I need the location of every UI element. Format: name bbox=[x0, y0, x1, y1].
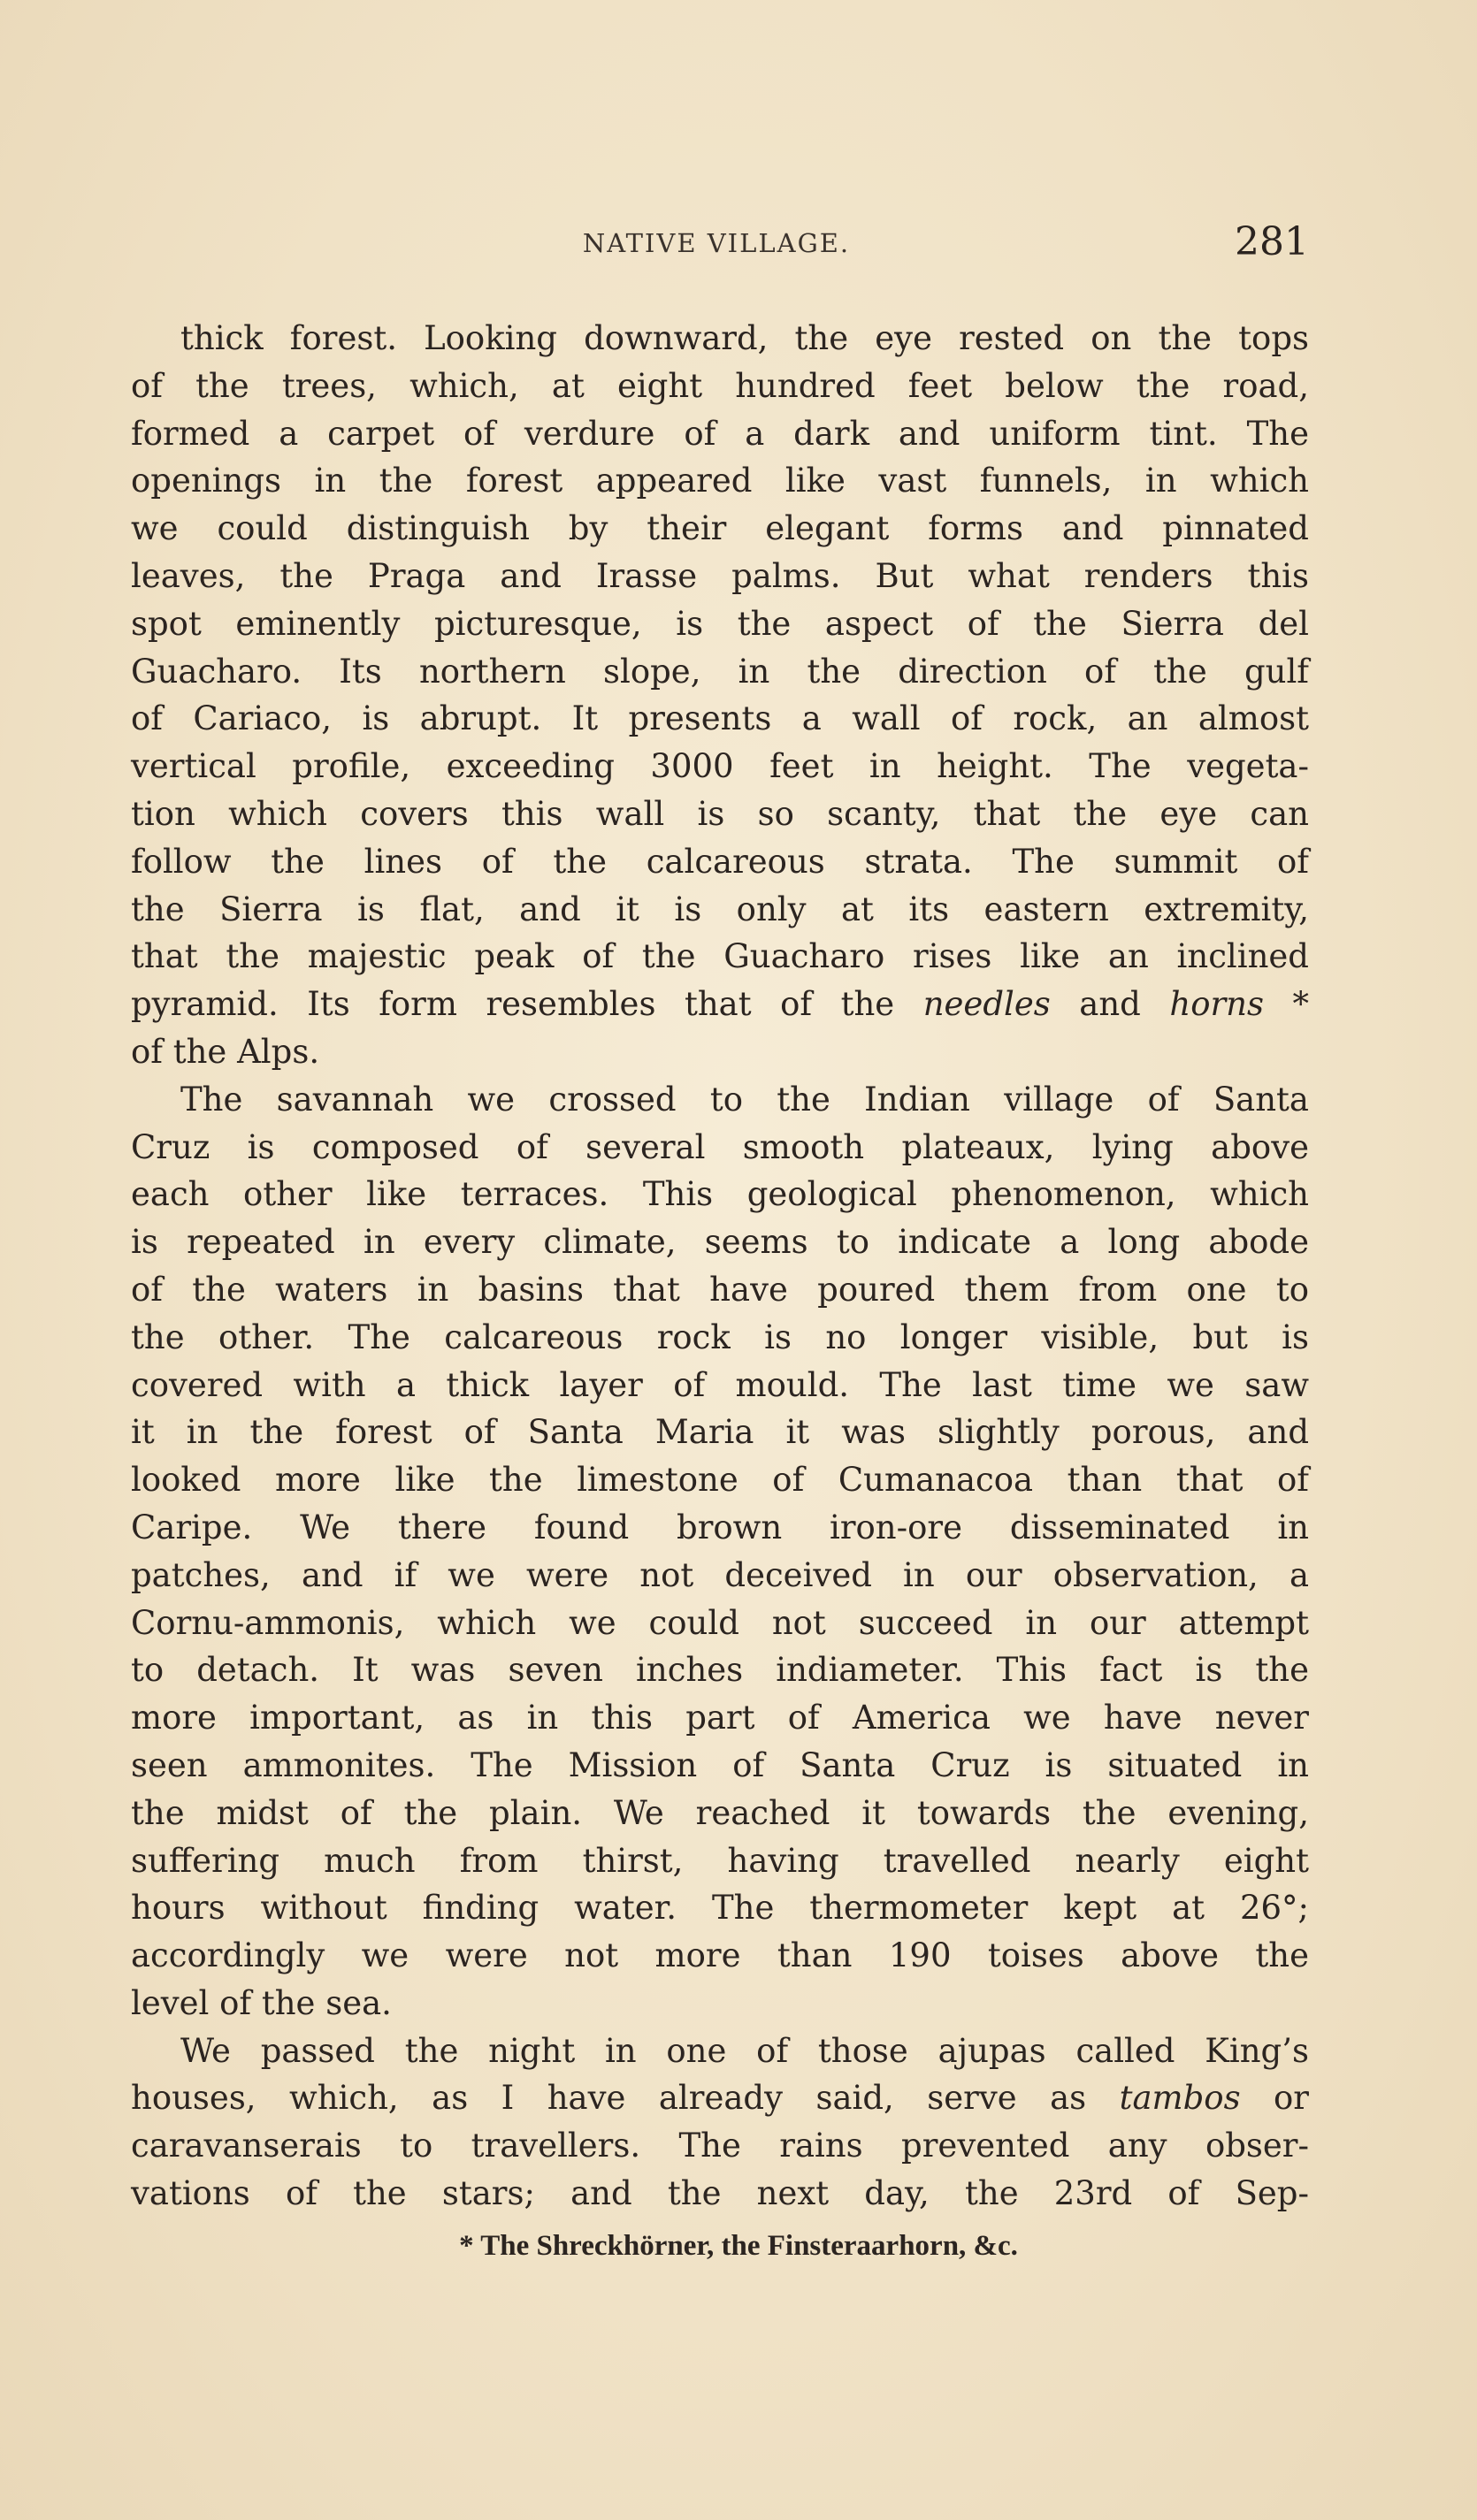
text-line bbox=[131, 1456, 1309, 1504]
text-line bbox=[131, 2122, 1309, 2170]
text-line bbox=[131, 981, 1309, 1028]
italic-term: horns bbox=[1169, 985, 1264, 1024]
text-line bbox=[131, 790, 1309, 838]
text-line bbox=[131, 1362, 1309, 1409]
text-line bbox=[131, 315, 1309, 363]
text-segment: Guacharo. Its northern slope, in the direction of the gulf bbox=[131, 652, 1309, 691]
text-segment: Cruz is composed of several smooth plateaux, lying above bbox=[131, 1127, 1309, 1166]
text-line bbox=[131, 410, 1309, 458]
text-line bbox=[131, 2027, 1309, 2075]
text-line bbox=[131, 505, 1309, 553]
text-segment: seen ammonites. The Mission of Santa Cruz is situated in bbox=[131, 1745, 1309, 1784]
paragraph bbox=[131, 1076, 1309, 2027]
text-segment: Caripe. We there found brown iron-ore disseminated in bbox=[131, 1508, 1309, 1546]
text-segment: or bbox=[1240, 2079, 1309, 2118]
text-line bbox=[131, 1124, 1309, 1172]
text-line bbox=[131, 1646, 1309, 1694]
text-segment: spot eminently picturesque, is the aspect of the Sierra del bbox=[131, 604, 1309, 643]
text-segment: each other like terraces. This geological phenomenon, which bbox=[131, 1175, 1309, 1214]
text-line bbox=[131, 1028, 1309, 1076]
footnote: * The Shreckhörner, the Finsteraarhorn, &c. bbox=[459, 2230, 1018, 2262]
text-segment: the midst of the plain. We reached it towards the evening, bbox=[131, 1793, 1309, 1832]
text-segment: level of the sea. bbox=[131, 1983, 392, 2022]
text-segment: the Sierra is flat, and it is only at its eastern extremity, bbox=[131, 890, 1309, 928]
text-line bbox=[131, 1409, 1309, 1456]
text-segment: that the majestic peak of the Guacharo rises like an inclined bbox=[131, 937, 1309, 976]
text-line bbox=[131, 1504, 1309, 1552]
text-line bbox=[131, 363, 1309, 410]
text-line bbox=[131, 1742, 1309, 1790]
text-segment: thick forest. Looking downward, the eye rested on the tops bbox=[180, 319, 1309, 357]
text-line bbox=[131, 457, 1309, 505]
text-segment: patches, and if we were not deceived in our observation, a bbox=[131, 1555, 1309, 1594]
text-segment: we could distinguish by their elegant forms and pinnated bbox=[131, 509, 1309, 548]
text-line bbox=[131, 1884, 1309, 1932]
italic-term: needles bbox=[922, 985, 1051, 1024]
text-line bbox=[131, 1171, 1309, 1218]
text-line bbox=[131, 2074, 1309, 2122]
text-line bbox=[131, 933, 1309, 981]
paragraph bbox=[131, 2027, 1309, 2218]
text-segment: formed a carpet of verdure of a dark and uniform tint. The bbox=[131, 414, 1309, 453]
text-segment: follow the lines of the calcareous strata. The summit of bbox=[131, 842, 1309, 881]
text-segment: it in the forest of Santa Maria it was slightly porous, and bbox=[131, 1413, 1309, 1452]
text-segment: covered with a thick layer of mould. The last time we saw bbox=[131, 1365, 1309, 1404]
text-segment: * bbox=[1263, 985, 1310, 1024]
text-segment: is repeated in every climate, seems to indicate a long abode bbox=[131, 1223, 1309, 1262]
text-line bbox=[131, 2170, 1309, 2218]
text-segment: caravanserais to travellers. The rains prevented any obser- bbox=[131, 2127, 1309, 2165]
body-text bbox=[131, 315, 1309, 2218]
text-segment: The savannah we crossed to the Indian village of Santa bbox=[180, 1080, 1309, 1119]
text-line bbox=[131, 553, 1309, 600]
text-segment: more important, as in this part of America we have never bbox=[131, 1699, 1309, 1737]
text-segment: and bbox=[1050, 985, 1170, 1024]
running-head-title: NATIVE VILLAGE. bbox=[582, 228, 851, 258]
italic-term: tambos bbox=[1119, 2079, 1241, 2118]
paragraph bbox=[131, 315, 1309, 1076]
text-line bbox=[131, 1837, 1309, 1885]
text-line bbox=[131, 1694, 1309, 1742]
text-segment: of the trees, which, at eight hundred feet below the road, bbox=[131, 366, 1309, 405]
text-segment: openings in the forest appeared like vast funnels, in which bbox=[131, 462, 1309, 500]
text-line bbox=[131, 1790, 1309, 1837]
text-segment: of the waters in basins that have poured them from one to bbox=[131, 1270, 1309, 1309]
text-line bbox=[131, 1218, 1309, 1266]
text-line bbox=[131, 695, 1309, 743]
text-segment: leaves, the Praga and Irasse palms. But what renders this bbox=[131, 556, 1309, 595]
text-segment: to detach. It was seven inches indiameter. This fact is the bbox=[131, 1651, 1309, 1690]
text-line bbox=[131, 1980, 1309, 2027]
text-segment: looked more like the limestone of Cumanacoa than that of bbox=[131, 1461, 1309, 1500]
text-line bbox=[131, 648, 1309, 696]
text-line bbox=[131, 1266, 1309, 1314]
text-line bbox=[131, 743, 1309, 790]
text-line bbox=[131, 1552, 1309, 1600]
text-segment: the other. The calcareous rock is no longer visible, but is bbox=[131, 1317, 1309, 1356]
text-segment: hours without finding water. The thermometer kept at 26°; bbox=[131, 1889, 1309, 1928]
text-segment: accordingly we were not more than 190 toises above the bbox=[131, 1936, 1309, 1975]
text-segment: of Cariaco, is abrupt. It presents a wall of rock, an almost bbox=[131, 699, 1309, 738]
text-line bbox=[131, 886, 1309, 934]
text-line bbox=[131, 838, 1309, 886]
page-number: 281 bbox=[1235, 219, 1309, 264]
text-segment: pyramid. Its form resembles that of the bbox=[131, 985, 923, 1024]
text-segment: We passed the night in one of those ajupas called King’s bbox=[180, 2031, 1309, 2070]
text-line bbox=[131, 1600, 1309, 1647]
text-segment: tion which covers this wall is so scanty, that the eye can bbox=[131, 794, 1309, 833]
text-line bbox=[131, 1932, 1309, 1980]
text-segment: vertical profile, exceeding 3000 feet in height. The vegeta- bbox=[131, 747, 1309, 786]
text-segment: of the Alps. bbox=[131, 1032, 320, 1071]
text-segment: suffering much from thirst, having travelled nearly eight bbox=[131, 1841, 1309, 1880]
text-segment: vations of the stars; and the next day, the 23rd of Sep- bbox=[131, 2174, 1309, 2213]
text-segment: Cornu-ammonis, which we could not succeed in our attempt bbox=[131, 1603, 1309, 1642]
text-segment: houses, which, as I have already said, serve as bbox=[131, 2079, 1120, 2118]
text-line bbox=[131, 600, 1309, 648]
text-line bbox=[131, 1314, 1309, 1362]
text-line bbox=[131, 1076, 1309, 1124]
